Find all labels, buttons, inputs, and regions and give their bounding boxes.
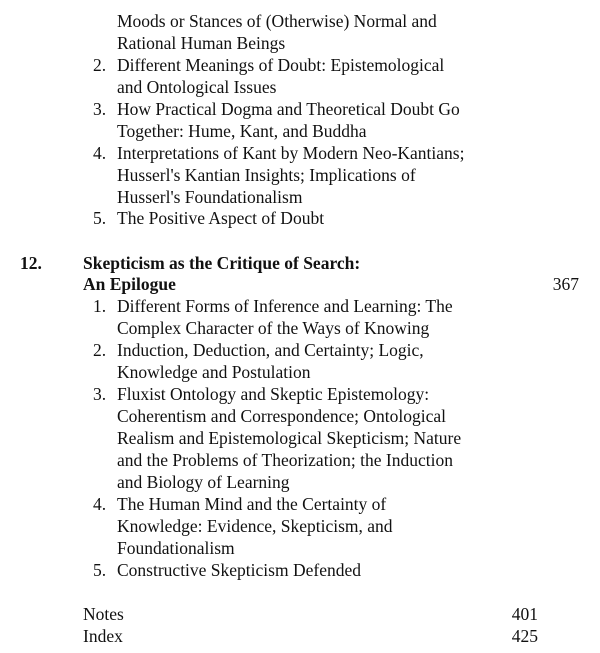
toc-item-title: The Human Mind and the Certainty of: [117, 494, 387, 514]
chapter-title: Skepticism as the Critique of Search:: [83, 253, 361, 273]
toc-item-title: Complex Character of the Ways of Knowing: [117, 318, 430, 338]
toc-item-title: Knowledge and Postulation: [117, 362, 311, 382]
back-matter-label: Notes: [83, 604, 124, 624]
toc-item-title: and the Problems of Theorization; the Induction: [117, 450, 453, 470]
toc-item-title: and Ontological Issues: [117, 77, 277, 97]
toc-item-number: 5.: [93, 208, 107, 228]
toc-item-title: and Biology of Learning: [117, 472, 290, 492]
toc-item-title: Interpretations of Kant by Modern Neo-Kantians;: [117, 143, 465, 163]
back-matter-page: 425: [511, 626, 538, 646]
toc-item-number: 5.: [93, 560, 107, 580]
toc-item-title: The Positive Aspect of Doubt: [117, 208, 325, 228]
toc-item-title: Realism and Epistemological Skepticism; Nature: [117, 428, 462, 448]
toc-item-title: Fluxist Ontology and Skeptic Epistemology:: [117, 384, 430, 404]
back-matter-page: 401: [511, 604, 538, 624]
chapter-title: An Epilogue: [83, 274, 176, 294]
toc-item-title: Different Meanings of Doubt: Epistemological: [117, 55, 445, 75]
toc-item-number: 2.: [93, 55, 107, 75]
toc-item-title: Knowledge: Evidence, Skepticism, and: [117, 516, 393, 536]
toc-item-title: Constructive Skepticism Defended: [117, 560, 361, 580]
back-matter-label: Index: [83, 626, 123, 646]
toc-item-number: 2.: [93, 340, 107, 360]
toc-item-title: Husserl's Foundationalism: [117, 187, 303, 207]
toc-item-number: 4.: [93, 143, 107, 163]
toc-item-number: 1.: [93, 296, 107, 316]
toc-item-number: 4.: [93, 494, 107, 514]
toc-line: Moods or Stances of (Otherwise) Normal and: [117, 11, 437, 31]
chapter-number: 12.: [20, 253, 42, 273]
toc-item-title: Together: Hume, Kant, and Buddha: [117, 121, 367, 141]
toc-item-title: Coherentism and Correspondence; Ontological: [117, 406, 447, 426]
toc-line: Rational Human Beings: [117, 33, 286, 53]
chapter-page-number: 367: [552, 274, 579, 294]
toc-item-number: 3.: [93, 384, 107, 404]
toc-item-title: Induction, Deduction, and Certainty; Logic,: [117, 340, 424, 360]
toc-item-title: How Practical Dogma and Theoretical Doubt Go: [117, 99, 460, 119]
toc-item-title: Different Forms of Inference and Learning: The: [117, 296, 453, 316]
toc-item-number: 3.: [93, 99, 107, 119]
toc-item-title: Foundationalism: [117, 538, 235, 558]
toc-item-title: Husserl's Kantian Insights; Implications of: [117, 165, 416, 185]
